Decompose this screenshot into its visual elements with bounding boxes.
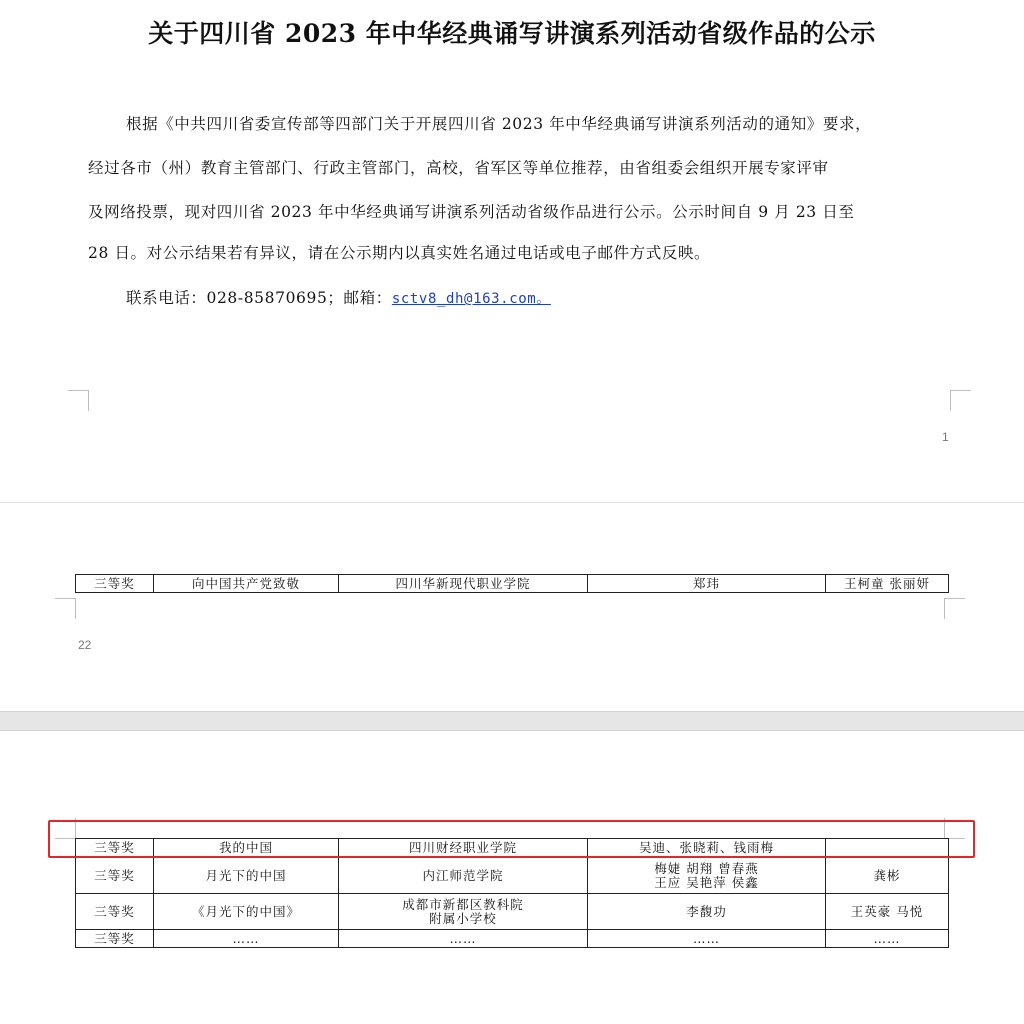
table-cell: 梅婕 胡翔 曾春燕 王应 吴艳萍 侯鑫 (588, 858, 826, 894)
table-cell: 月光下的中国 (154, 858, 339, 894)
table-cell: 三等奖 (76, 839, 154, 858)
award-table-page-22 (75, 574, 949, 593)
table-cell: 向中国共产党致敬 (154, 575, 339, 593)
document-title: 关于四川省 2023 年中华经典诵写讲演系列活动省级作品的公示 (148, 19, 876, 48)
table-cell: 李馥功 (588, 894, 826, 930)
table-cell (826, 839, 949, 858)
table-cell: 四川财经职业学院 (339, 839, 588, 858)
body-paragraph-line-4: 28 日。对公示结果若有异议，请在公示期内以真实姓名通过电话或电子邮件方式反映。 (88, 244, 711, 262)
table-row (76, 839, 949, 858)
table-row (76, 575, 949, 593)
contact-label: 联系电话：028-85870695；邮箱： (126, 289, 392, 307)
table-viewport (0, 838, 1024, 946)
table-row (76, 930, 949, 948)
table-cell: 王英豪 马悦 (826, 894, 949, 930)
table-cell: 成都市新都区教科院 附属小学校 (339, 894, 588, 930)
table-cell: 王柯童 张丽妍 (826, 575, 949, 593)
body-paragraph-line-1: 根据《中共四川省委宣传部等四部门关于开展四川省 2023 年中华经典诵写讲演系列活动的通知》要求， (126, 115, 872, 133)
table-cell: …… (826, 930, 949, 948)
corner-mark-bottom-left (68, 390, 89, 411)
table-cell: 三等奖 (76, 858, 154, 894)
corner-mark-page23-left (55, 818, 76, 839)
page-number-22: 22 (78, 638, 92, 652)
table-cell: …… (154, 930, 339, 948)
corner-mark-page23-right (944, 818, 965, 839)
page-gap (0, 711, 1024, 731)
table-cell: 《月光下的中国》 (154, 894, 339, 930)
table-cell: 四川华新现代职业学院 (339, 575, 588, 593)
body-paragraph-line-3: 及网络投票，现对四川省 2023 年中华经典诵写讲演系列活动省级作品进行公示。公示时间自 9 月 23 日至 (88, 203, 855, 221)
table-cell: 三等奖 (76, 930, 154, 948)
award-table-page-23 (75, 838, 949, 948)
page-number-1: 1 (942, 430, 949, 444)
email-link[interactable]: sctv8_dh@163.com。 (391, 291, 551, 307)
page-divider (0, 502, 1024, 503)
table-cell: 我的中国 (154, 839, 339, 858)
table-cell: 内江师范学院 (339, 858, 588, 894)
body-paragraph-line-2: 经过各市（州）教育主管部门、行政主管部门，高校，省军区等单位推荐，由省组委会组织开展专家评审 (88, 159, 829, 177)
table-cell: 三等奖 (76, 894, 154, 930)
table-cell: 三等奖 (76, 575, 154, 593)
corner-mark-page22-left (55, 598, 76, 619)
table-cell: 郑玮 (588, 575, 826, 593)
table-row (76, 858, 949, 894)
table-cell: 吴迪、张晓莉、钱雨梅 (588, 839, 826, 858)
table-cell: …… (588, 930, 826, 948)
corner-mark-bottom-right (950, 390, 971, 411)
table-row (76, 894, 949, 930)
table-cell: 龚彬 (826, 858, 949, 894)
table-cell: …… (339, 930, 588, 948)
corner-mark-page22-right (944, 598, 965, 619)
contact-line (126, 286, 551, 308)
